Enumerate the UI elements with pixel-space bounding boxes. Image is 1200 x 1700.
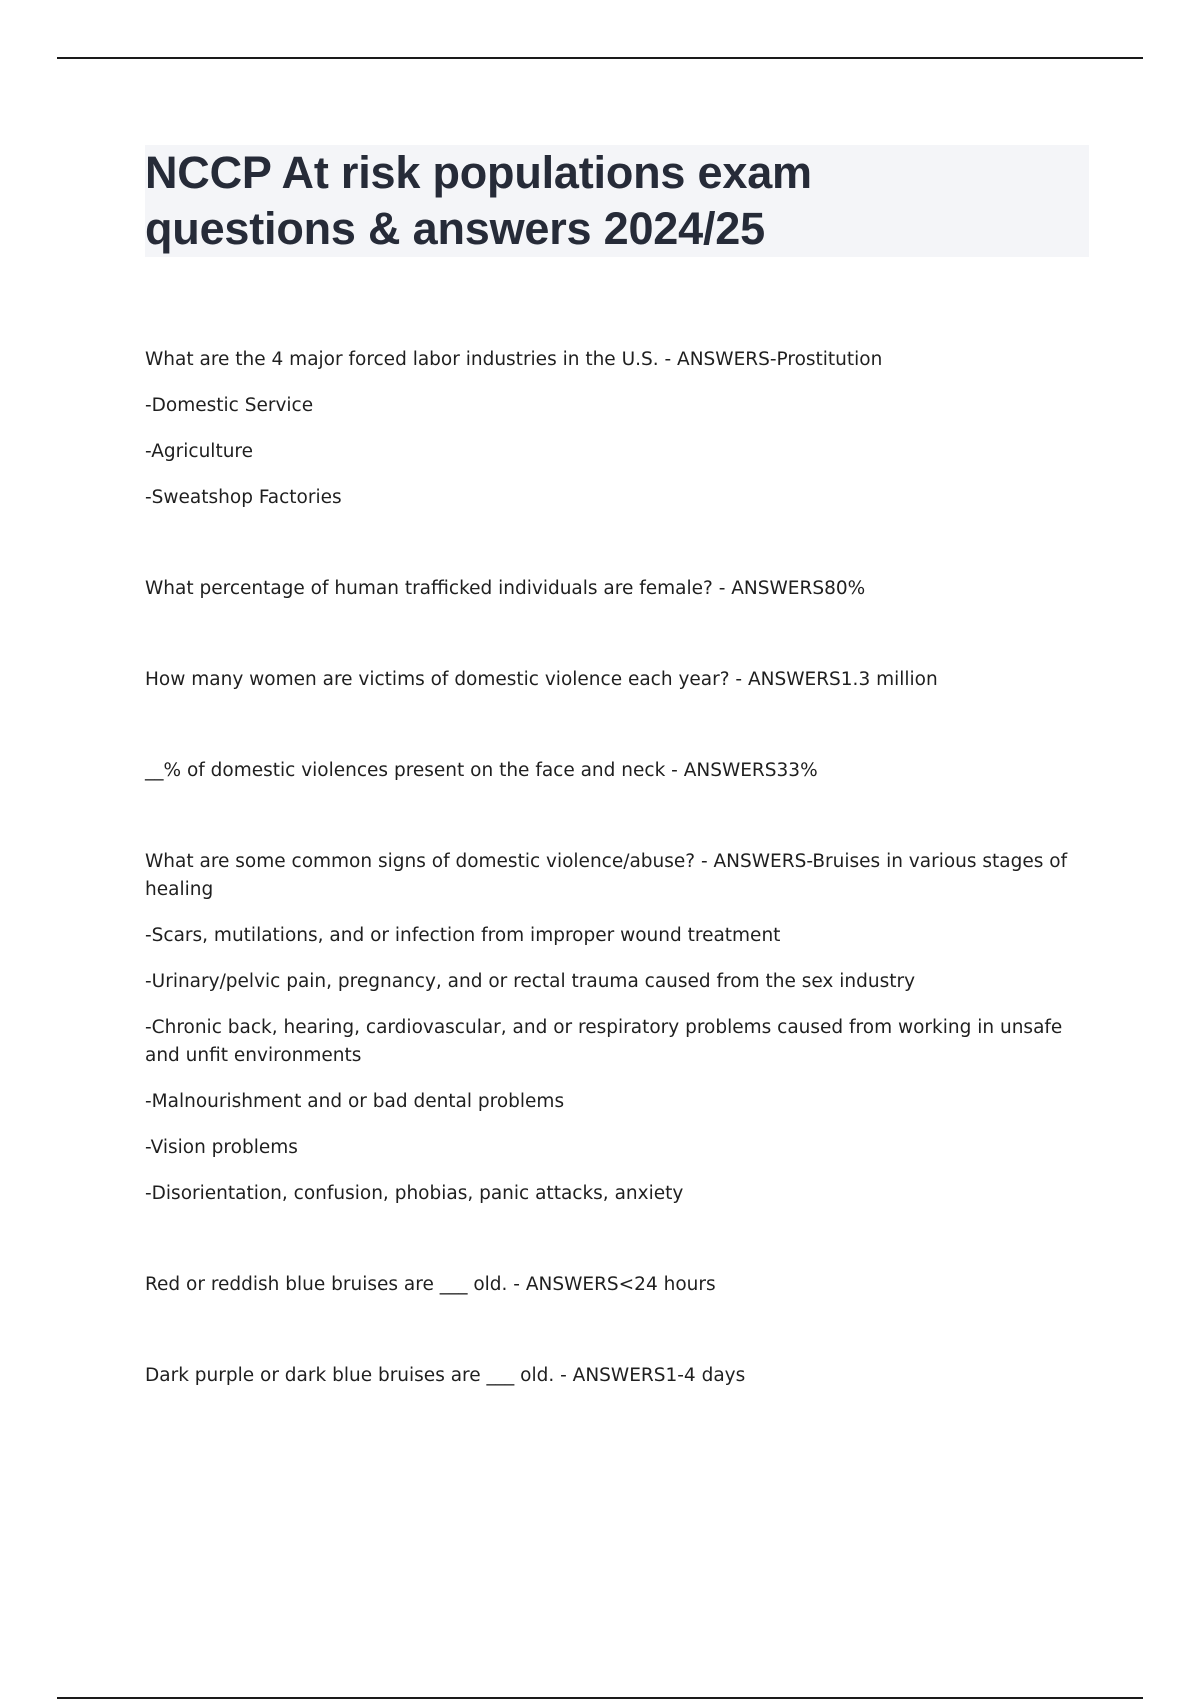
qa-item-1	[145, 346, 1089, 512]
question-line: What are some common signs of domestic violence/abuse? - ANSWERS-Bruises in various stages of healing	[145, 851, 1068, 900]
answer-line: -Agriculture	[145, 441, 254, 462]
question-line: What percentage of human trafficked individuals are female? - ANSWERS80%	[145, 578, 866, 599]
top-rule	[57, 57, 1143, 59]
qa-content	[145, 346, 1089, 1390]
title-line-1: NCCP At risk populations exam	[145, 147, 812, 198]
question-line: Dark purple or dark blue bruises are ___ old. - ANSWERS1-4 days	[145, 1365, 746, 1386]
qa-item-5	[145, 848, 1089, 1208]
answer-line: -Malnourishment and or bad dental problems	[145, 1091, 565, 1112]
title-block	[145, 145, 1089, 257]
question-line: How many women are victims of domestic violence each year? - ANSWERS1.3 million	[145, 669, 938, 690]
qa-item-3	[145, 666, 1089, 694]
qa-item-7	[145, 1362, 1089, 1390]
bottom-rule	[57, 1697, 1143, 1699]
qa-item-6	[145, 1271, 1089, 1299]
title-line-2: questions & answers 2024/25	[145, 203, 765, 254]
answer-line: -Chronic back, hearing, cardiovascular, and or respiratory problems caused from working in unsafe and unfit environments	[145, 1017, 1063, 1066]
answer-line: -Urinary/pelvic pain, pregnancy, and or rectal trauma caused from the sex industry	[145, 971, 916, 992]
answer-line: -Scars, mutilations, and or infection from improper wound treatment	[145, 925, 781, 946]
question-line: Red or reddish blue bruises are ___ old. - ANSWERS<24 hours	[145, 1274, 716, 1295]
question-line: __% of domestic violences present on the face and neck - ANSWERS33%	[145, 760, 818, 781]
answer-line: -Sweatshop Factories	[145, 487, 342, 508]
answer-line: -Vision problems	[145, 1137, 298, 1158]
qa-item-4	[145, 757, 1089, 785]
answer-line: -Disorientation, confusion, phobias, panic attacks, anxiety	[145, 1183, 684, 1204]
question-line: What are the 4 major forced labor industries in the U.S. - ANSWERS-Prostitution	[145, 349, 883, 370]
answer-line: -Domestic Service	[145, 395, 314, 416]
qa-item-2	[145, 575, 1089, 603]
document-title	[145, 145, 1089, 257]
